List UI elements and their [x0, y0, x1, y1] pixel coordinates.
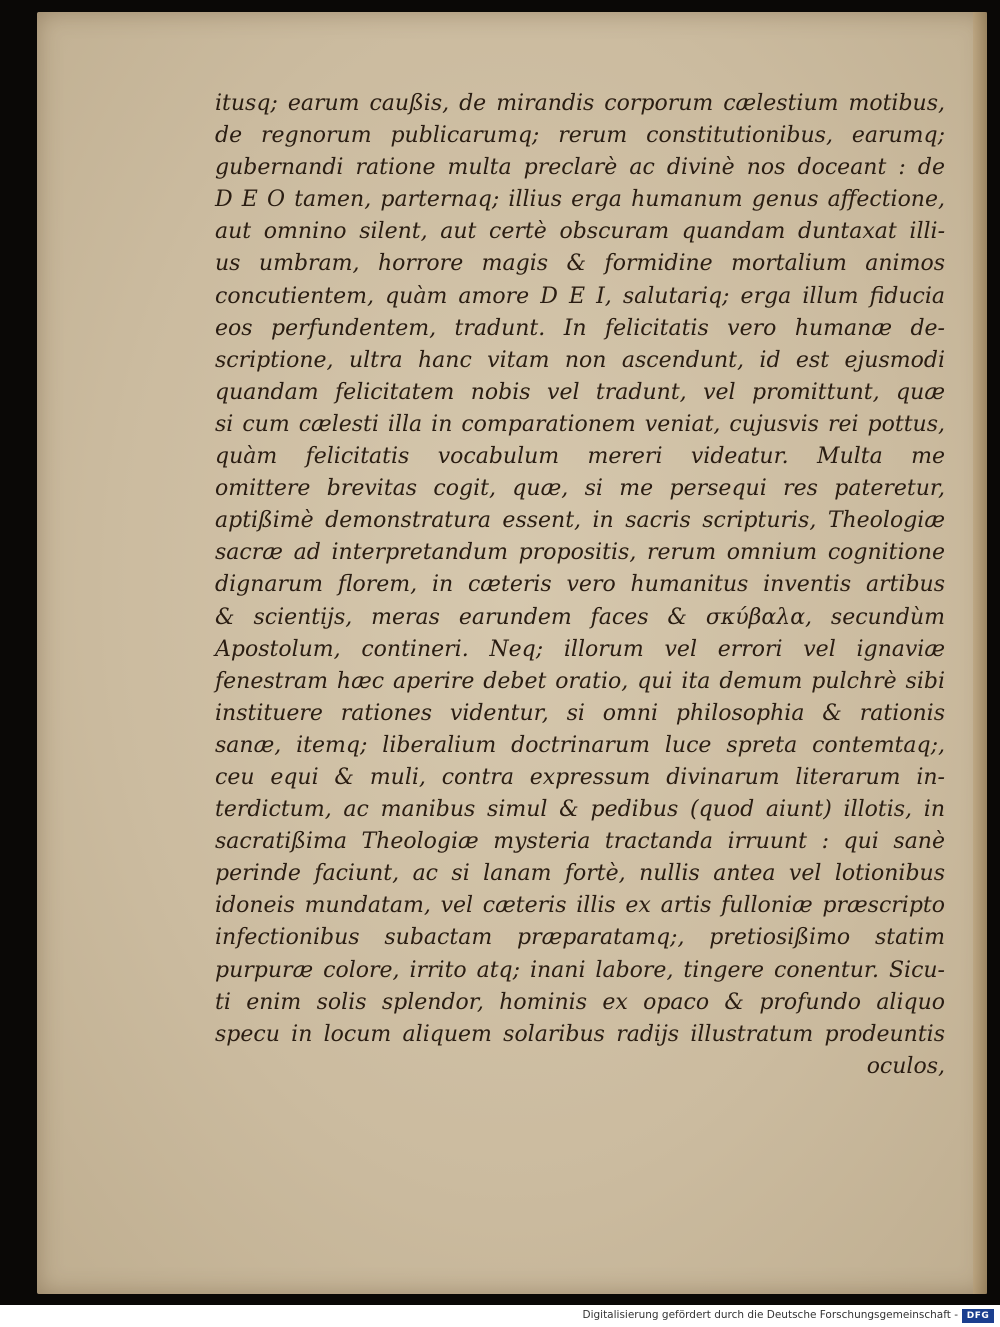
text-line: sacræ ad interpretandum propositis, rerum omnium cognitione: [215, 540, 945, 566]
text-line: concutientem, quàm amore D E I, salutariq; erga illum fiducia: [215, 283, 945, 309]
funding-credit: Digitalisierung gefördert durch die Deutsche Forschungsgemeinschaft -: [582, 1309, 958, 1321]
binding-edge: [973, 12, 987, 1294]
text-line: infectionibus subactam præparatamq;, pretiosißimo statim: [215, 925, 945, 951]
book-page: [37, 12, 987, 1294]
text-line: perinde faciunt, ac si lanam fortè, nullis antea vel lotionibus: [215, 861, 945, 887]
text-line: sacratißima Theologiæ mysteria tractanda irruunt : qui sanè: [215, 829, 945, 855]
text-line: purpuræ colore, irrito atq; inani labore, tingere conentur. Sicu-: [215, 957, 945, 983]
text-line: aut omnino silent, aut certè obscuram quandam duntaxat illi-: [215, 219, 945, 245]
text-line: oculos,: [866, 1053, 945, 1079]
text-line: itusq; earum caußis, de mirandis corporum cælestium motibus,: [215, 91, 945, 116]
text-line: scriptione, ultra hanc vitam non ascendunt, id est ejusmodi: [215, 347, 945, 373]
footer-bar: [0, 1305, 1000, 1327]
text-line: idoneis mundatam, vel cæteris illis ex artis fulloniæ præscripto: [215, 893, 945, 919]
text-line: fenestram hæc aperire debet oratio, qui ita demum pulchrè sibi: [215, 668, 945, 694]
text-line: instituere rationes videntur, si omni philosophia & rationis: [215, 700, 945, 726]
text-line: D E O tamen, parternaq; illius erga humanum genus affectione,: [215, 187, 945, 213]
text-line: omittere brevitas cogit, quæ, si me persequi res pateretur,: [215, 476, 945, 502]
text-line: ceu equi & muli, contra expressum divinarum literarum in-: [215, 764, 945, 790]
text-line: eos perfundentem, tradunt. In felicitatis vero humanæ de-: [215, 315, 945, 341]
text-line: quandam felicitatem nobis vel tradunt, vel promittunt, quæ: [215, 379, 945, 405]
text-line: si cum cælesti illa in comparationem veniat, cujusvis rei pottus,: [215, 411, 945, 437]
text-line: quàm felicitatis vocabulum mereri videatur. Multa me: [215, 444, 945, 470]
text-line: dignarum florem, in cæteris vero humanitus inventis artibus: [215, 572, 945, 598]
dfg-logo: DFG: [962, 1309, 994, 1323]
text-line: Apostolum, contineri. Neq; illorum vel errori vel ignaviæ: [215, 636, 945, 662]
text-line: ti enim solis splendor, hominis ex opaco & profundo aliquo: [215, 989, 945, 1015]
text-line: sanæ, itemq; liberalium doctrinarum luce spreta contemtaq;,: [215, 732, 945, 758]
text-line: terdictum, ac manibus simul & pedibus (quod aiunt) illotis, in: [215, 797, 945, 823]
text-line: aptißimè demonstratura essent, in sacris scripturis, Theologiæ: [215, 508, 945, 534]
text-line: gubernandi ratione multa preclarè ac divinè nos doceant : de: [215, 155, 945, 181]
text-line: specu in locum aliquem solaribus radijs illustratum prodeuntis: [215, 1021, 945, 1047]
text-line: de regnorum publicarumq; rerum constitutionibus, earumq;: [215, 123, 945, 149]
text-line: us umbram, horrore magis & formidine mortalium animos: [215, 251, 945, 277]
page-text-block: [215, 88, 945, 1083]
text-line: & scientijs, meras earundem faces & σκύβαλα, secundùm: [215, 604, 945, 630]
